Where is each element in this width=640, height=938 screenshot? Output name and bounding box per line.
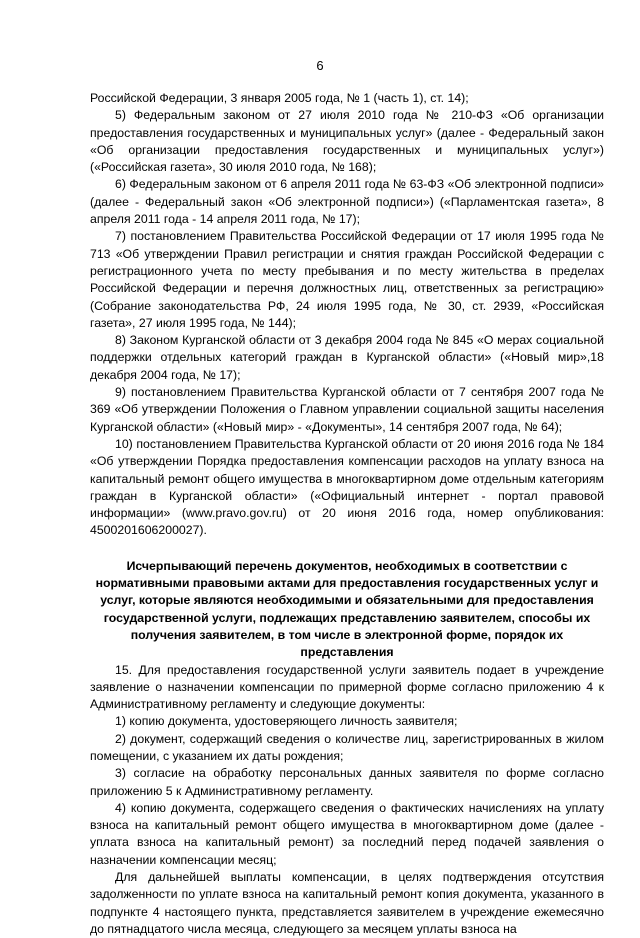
- paragraph: 8) Законом Курганской области от 3 декабря 2004 года № 845 «О мерах социальной поддержки отдельных категорий граждан в Курганской области» («Новый мир»,18 декабря 2004 года, № 17);: [90, 333, 604, 382]
- paragraph: 2) документ, содержащий сведения о количестве лиц, зарегистрированных в жилом помещении, с указанием их даты рождения;: [90, 731, 604, 763]
- paragraph: Российской Федерации, 3 января 2005 года, № 1 (часть 1), ст. 14);: [90, 91, 469, 105]
- paragraph: 3) согласие на обработку персональных данных заявителя по форме согласно приложению 5 к Административному регламенту.: [90, 766, 604, 798]
- paragraph: 1) копию документа, удостоверяющего личность заявителя;: [115, 714, 458, 729]
- paragraph: 5) Федеральным законом от 27 июля 2010 года № 210-ФЗ «Об организации предоставления государственных и муниципальных услуг» (далее - Федеральный закон «Об организации предоставления государственных и муниципальных услуг») («Российская газета», 30 июля 2010 года, № 168);: [90, 108, 604, 175]
- section-heading: Исчерпывающий перечень документов, необходимых в соответствии с нормативными правовыми актами для предоставления государственных услуг и услуг, которые являются необходимыми и обязательными для предоставления государственной услуги, подлежащих представлению заявителем, способы их получения заявителем, в том числе в электронной форме, порядок их представления: [95, 558, 599, 660]
- paragraph: Для дальнейшей выплаты компенсации, в целях подтверждения отсутствия задолженности по уплате взноса на капитальный ремонт копия документа, указанного в подпункте 4 настоящего пункта, представляется заявителем в учреждение ежемесячно до пятнадцатого числа месяца, следующего за месяцем уплаты взноса на: [90, 870, 604, 936]
- paragraph: 7) постановлением Правительства Российской Федерации от 17 июля 1995 года № 713 «Об утверждении Правил регистрации и снятия граждан Российской Федерации с регистрационного учета по месту пребывания и по месту жительства в пределах Российской Федерации и перечня должностных лиц, ответственных за регистрацию» (Собрание законодательства РФ, 24 июля 1995 года, № 30, ст. 2939, «Российская газета», 27 июля 1995 года, № 144);: [90, 229, 604, 330]
- page-number: 6: [316, 58, 324, 73]
- paragraph: 9) постановлением Правительства Курганской области от 7 сентября 2007 года № 369 «Об утверждении Положения о Главном управлении социальной защиты населения Курганской области» («Новый мир» - «Документы», 14 сентября 2007 года, № 64);: [90, 385, 604, 434]
- paragraph: 10) постановлением Правительства Курганской области от 20 июня 2016 года № 184 «Об утверждении Порядка предоставления компенсации расходов на уплату взноса на капитальный ремонт общего имущества в многоквартирном доме отдельным категориям граждан в Курганской области» («Официальный интернет - портал правовой информации» (www.pravo.gov.ru) от 20 июня 2016 года, номер опубликования: 4500201606200027).: [90, 436, 604, 538]
- paragraph: 15. Для предоставления государственной услуги заявитель подает в учреждение заявление о назначении компенсации по примерной форме согласно приложению 4 к Административному регламенту и следующие документы:: [90, 662, 604, 712]
- document-body: [90, 90, 604, 938]
- paragraph: 4) копию документа, содержащего сведения о фактических начислениях на уплату взноса на капитальный ремонт общего имущества в многоквартирном доме (далее - уплата взноса на капитальный ремонт) за последний перед подачей заявления о назначении компенсации месяц;: [90, 800, 604, 867]
- paragraph: 6) Федеральным законом от 6 апреля 2011 года № 63-ФЗ «Об электронной подписи» (далее - Федеральный закон «Об электронной подписи») («Парламентская газета», 8 апреля 2011 года - 14 апреля 2011 года, № 17);: [90, 177, 604, 227]
